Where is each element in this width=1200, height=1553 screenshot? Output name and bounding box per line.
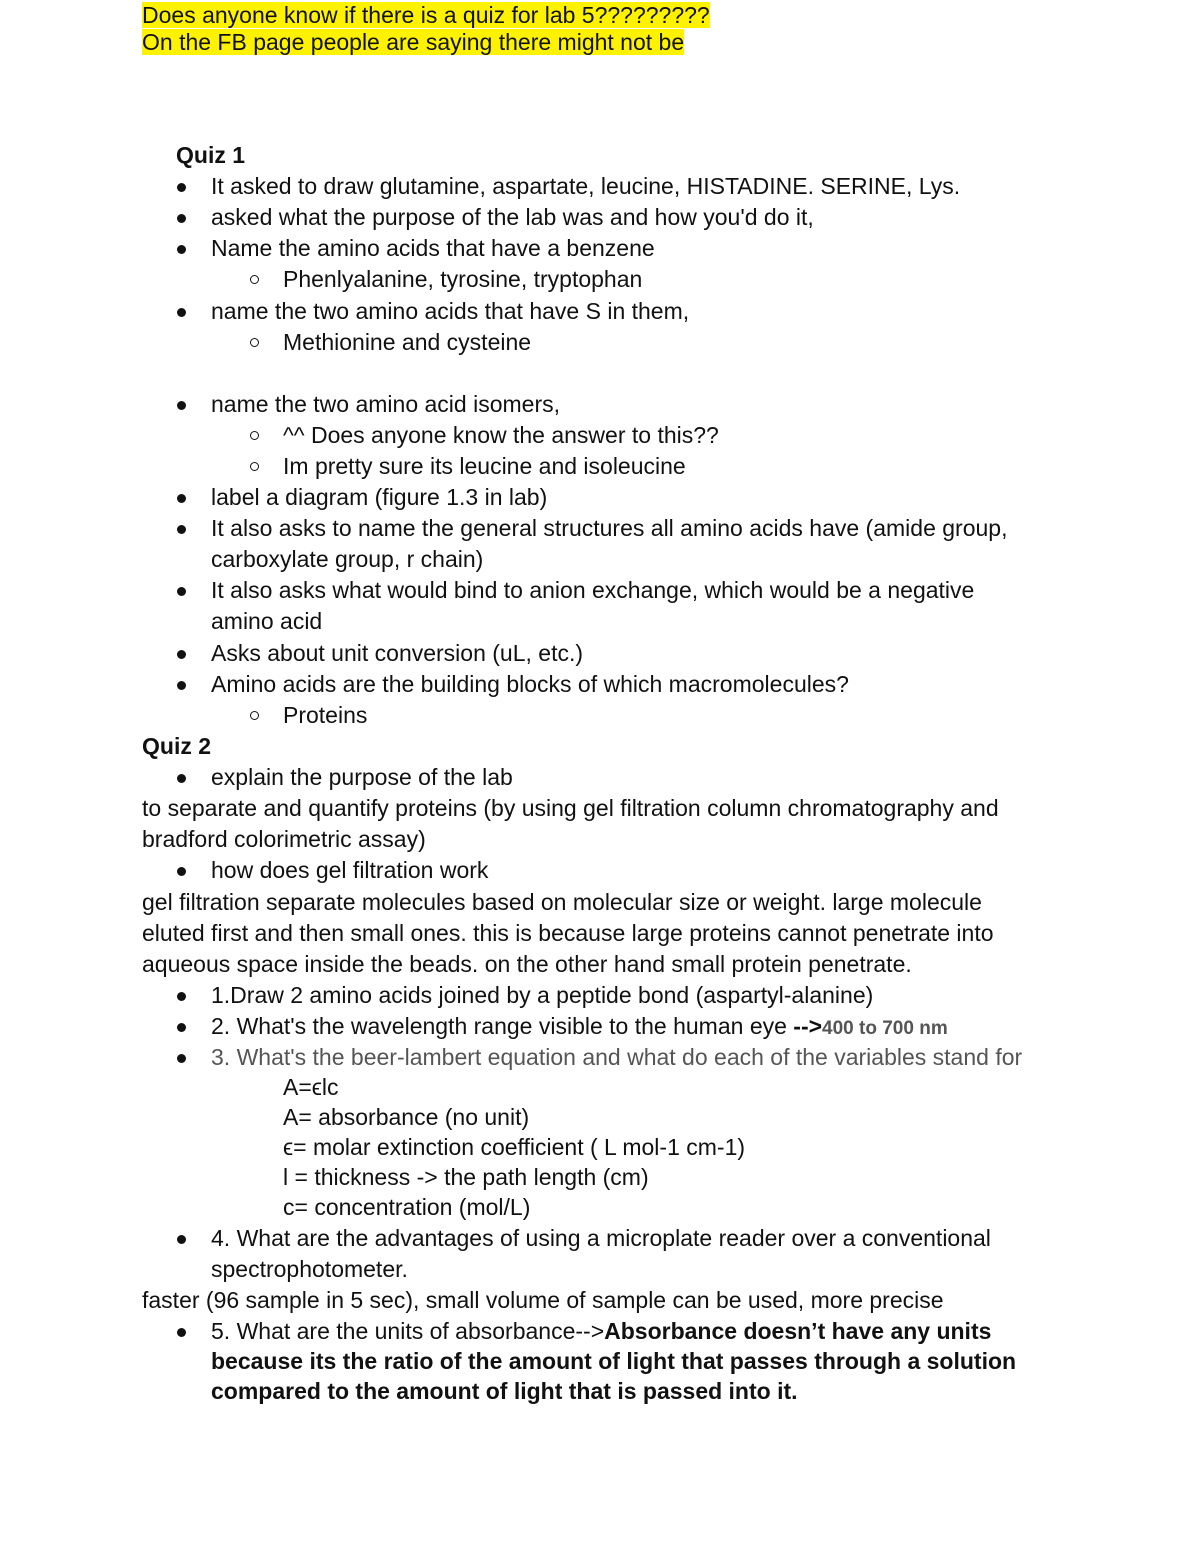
quiz1-item: asked what the purpose of the lab was and how you'd do it, bbox=[211, 204, 814, 230]
quiz2-answer: eluted first and then small ones. this is because large proteins cannot penetrate into bbox=[142, 920, 994, 946]
quiz1-heading: Quiz 1 bbox=[176, 142, 246, 168]
bullet-icon bbox=[177, 650, 186, 659]
quiz2-question: 4. What are the advantages of using a microplate reader over a conventional bbox=[211, 1225, 991, 1251]
question-text: What's the beer-lambert equation and what do each of the variables stand for bbox=[236, 1044, 1023, 1070]
quiz2-answer-continuation: because its the ratio of the amount of light that passes through a solution bbox=[211, 1348, 1017, 1374]
quiz1-subitem: Im pretty sure its leucine and isoleucine bbox=[283, 453, 686, 479]
equation: A=ϵlc bbox=[283, 1074, 339, 1100]
highlighted-text: Does anyone know if there is a quiz for lab 5????????? bbox=[142, 2, 710, 28]
quiz2-question: how does gel filtration work bbox=[211, 857, 489, 883]
equation-variable: A= absorbance (no unit) bbox=[283, 1104, 530, 1130]
quiz2-heading: Quiz 2 bbox=[142, 733, 212, 759]
bullet-icon bbox=[177, 245, 186, 254]
quiz1-item: Asks about unit conversion (uL, etc.) bbox=[211, 640, 584, 666]
quiz1-item-continuation: amino acid bbox=[211, 608, 323, 634]
quiz2-answer: bradford colorimetric assay) bbox=[142, 826, 426, 852]
quiz1-item: Amino acids are the building blocks of which macromolecules? bbox=[211, 671, 849, 697]
question-number: 3. bbox=[211, 1044, 237, 1070]
quiz1-item-continuation: carboxylate group, r chain) bbox=[211, 546, 484, 572]
quiz1-subitem: Phenlyalanine, tyrosine, tryptophan bbox=[283, 266, 643, 292]
circle-bullet-icon bbox=[250, 275, 259, 284]
quiz1-subitem: Proteins bbox=[283, 702, 368, 728]
highlighted-text: On the FB page people are saying there might not be bbox=[142, 29, 685, 55]
header-note-line bbox=[142, 27, 684, 58]
answer-text: Absorbance doesn’t have any units bbox=[604, 1318, 992, 1344]
circle-bullet-icon bbox=[250, 711, 259, 720]
quiz1-item: Name the amino acids that have a benzene bbox=[211, 235, 655, 261]
bullet-icon bbox=[177, 214, 186, 223]
bullet-icon bbox=[177, 494, 186, 503]
quiz2-question bbox=[211, 1316, 991, 1347]
circle-bullet-icon bbox=[250, 462, 259, 471]
equation-variable: ϵ= molar extinction coefficient ( L mol-1 cm-1) bbox=[283, 1134, 746, 1160]
quiz1-item: name the two amino acid isomers, bbox=[211, 391, 560, 417]
quiz1-item: It also asks what would bind to anion exchange, which would be a negative bbox=[211, 577, 975, 603]
question-text: 2. What's the wavelength range visible to the human eye bbox=[211, 1013, 794, 1039]
bullet-icon bbox=[177, 681, 186, 690]
equation-variable: l = thickness -> the path length (cm) bbox=[283, 1164, 649, 1190]
quiz2-question bbox=[211, 1042, 1022, 1073]
quiz2-answer-continuation: compared to the amount of light that is passed into it. bbox=[211, 1378, 798, 1404]
bullet-icon bbox=[177, 1023, 186, 1032]
bullet-icon bbox=[177, 525, 186, 534]
bullet-icon bbox=[177, 183, 186, 192]
bullet-icon bbox=[177, 774, 186, 783]
quiz1-item: It also asks to name the general structures all amino acids have (amide group, bbox=[211, 515, 1008, 541]
quiz1-item: It asked to draw glutamine, aspartate, leucine, HISTADINE. SERINE, Lys. bbox=[211, 173, 961, 199]
quiz2-question-continuation: spectrophotometer. bbox=[211, 1256, 408, 1282]
quiz2-answer: to separate and quantify proteins (by using gel filtration column chromatography and bbox=[142, 795, 999, 821]
bullet-icon bbox=[177, 867, 186, 876]
quiz1-item: name the two amino acids that have S in them, bbox=[211, 298, 690, 324]
quiz1-item: label a diagram (figure 1.3 in lab) bbox=[211, 484, 548, 510]
circle-bullet-icon bbox=[250, 431, 259, 440]
bullet-icon bbox=[177, 992, 186, 1001]
equation-variable: c= concentration (mol/L) bbox=[283, 1194, 531, 1220]
quiz2-question: 1.Draw 2 amino acids joined by a peptide bond (aspartyl-alanine) bbox=[211, 982, 874, 1008]
quiz2-question bbox=[211, 1011, 948, 1042]
bullet-icon bbox=[177, 1328, 186, 1337]
arrow-text: --> bbox=[793, 1013, 823, 1039]
quiz2-answer: aqueous space inside the beads. on the other hand small protein penetrate. bbox=[142, 951, 912, 977]
bullet-icon bbox=[177, 1235, 186, 1244]
circle-bullet-icon bbox=[250, 338, 259, 347]
bullet-icon bbox=[177, 587, 186, 596]
quiz1-subitem: ^^ Does anyone know the answer to this?? bbox=[283, 422, 719, 448]
bullet-icon bbox=[177, 308, 186, 317]
quiz2-answer: faster (96 sample in 5 sec), small volume of sample can be used, more precise bbox=[142, 1287, 944, 1313]
answer-text: 400 to 700 nm bbox=[822, 1018, 948, 1039]
question-text: 5. What are the units of absorbance--> bbox=[211, 1318, 605, 1344]
bullet-icon bbox=[177, 401, 186, 410]
bullet-icon bbox=[177, 1054, 186, 1063]
quiz2-question: explain the purpose of the lab bbox=[211, 764, 513, 790]
quiz1-subitem: Methionine and cysteine bbox=[283, 329, 532, 355]
quiz2-answer: gel filtration separate molecules based on molecular size or weight. large molecule bbox=[142, 889, 982, 915]
